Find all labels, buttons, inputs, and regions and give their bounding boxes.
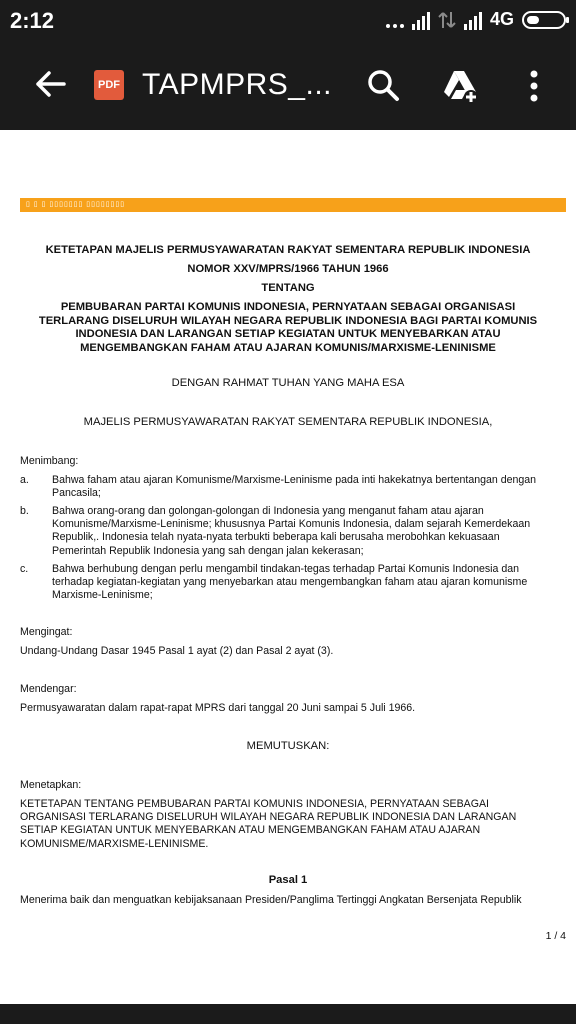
banner-text: ▯ ▯ ▯ ▯▯▯▯▯▯▯ ▯▯▯▯▯▯▯▯ (26, 201, 126, 208)
status-icons (386, 9, 566, 30)
heading-tentang: TENTANG (261, 282, 315, 294)
menetapkan-text: KETETAPAN TENTANG PEMBUBARAN PARTAI KOMUNIS INDONESIA, PERNYATAAN SEBAGAI ORGANISASI TERLARANG DISELURUH WILAYAH NEGARA REPUBLIK INDONESIA DAN LARANGAN SETIAP KEGIATAN UNTUK MENYEBARKAN ATAU MENGEMBANGKAN FAHAM ATAU AJARAN KOMUNISME/MARXISME-LENINISME. (20, 798, 517, 850)
status-bar (0, 0, 576, 40)
search-icon[interactable] (364, 66, 404, 106)
pdf-page[interactable] (0, 130, 576, 1004)
dots-icon (386, 10, 404, 30)
mendengar-text: Permusyawaratan dalam rapat-rapat MPRS dari tanggal 20 Juni sampai 5 Juli 1966. (20, 702, 416, 714)
page-indicator: 1 / 4 (545, 930, 566, 942)
list-item-letter: c. (20, 563, 29, 575)
back-arrow-icon[interactable] (30, 64, 70, 104)
pasal-1-title: Pasal 1 (268, 874, 308, 886)
pdf-file-icon (94, 70, 124, 100)
status-time: 2:12 (10, 8, 55, 33)
document-banner (20, 198, 566, 212)
more-vert-icon[interactable] (522, 66, 546, 106)
document-title: TAPMPRS_... (142, 68, 332, 101)
menetapkan-label: Menetapkan: (20, 779, 82, 791)
mengingat-label: Mengingat: (20, 626, 73, 638)
pasal-1-text: Menerima baik dan menguatkan kebijaksanaan Presiden/Panglima Tertinggi Angkatan Bersenjata Republik (20, 894, 522, 906)
menimbang-label: Menimbang: (20, 455, 79, 467)
list-item-text: Bahwa faham atau ajaran Komunisme/Marxisme-Leninisme pada inti hakekatnya bertentangan dengan Pancasila; (52, 474, 537, 500)
signal-icon (464, 10, 482, 30)
memutuskan-heading: MEMUTUSKAN: (246, 740, 330, 752)
list-item-text: Bahwa berhubung dengan perlu mengambil tindakan-tegas terhadap Partai Komunis Indonesia dan terhadap kegiatan-kegiatan yang menyebarkan atau mengembangkan faham atau ajaran komunisme Marxisme-Leninisme; (52, 563, 528, 602)
pdf-badge-label: PDF (98, 79, 120, 91)
list-item-letter: b. (20, 505, 29, 517)
list-item-text: Bahwa orang-orang dan golongan-golongan di Indonesia yang menganut faham atau ajaran Komunisme/Marxisme-Leninisme; khususnya Partai Komunis Indonesia, dalam sejarah Kemerdekaan Republik,. Indonesia telah nyata-nyata terbukti beberapa kali berusaha merobohkan kekuasaan Pemerintah Republik Indonesia yang sah dengan jalan kekerasan; (52, 505, 531, 557)
app-bar (0, 40, 576, 130)
line-majelis: MAJELIS PERMUSYAWARATAN RAKYAT SEMENTARA REPUBLIK INDONESIA, (83, 416, 493, 428)
google-drive-add-icon[interactable] (440, 66, 480, 106)
battery-icon (522, 11, 566, 29)
bottom-bar (0, 1004, 576, 1024)
line-rahmat: DENGAN RAHMAT TUHAN YANG MAHA ESA (171, 377, 405, 389)
signal-icon (412, 10, 430, 30)
heading-nomor: NOMOR XXV/MPRS/1966 TAHUN 1966 (187, 263, 389, 275)
heading-subject: PEMBUBARAN PARTAI KOMUNIS INDONESIA, PERNYATAAN SEBAGAI ORGANISASI TERLARANG DISELURUH WILAYAH NEGARA REPUBLIK INDONESIA BAGI PARTAI KOMUNIS INDONESIA DAN LARANGAN SETIAP KEGIATAN UNTUK MENYEBARKAN ATAU MENGEMBANGKAN FAHAM ATAU AJARAN KOMUNIS/MARXISME-LENINISME (38, 301, 538, 354)
list-item-letter: a. (20, 474, 29, 486)
network-type: 4G (489, 9, 514, 29)
heading-ketetapan: KETETAPAN MAJELIS PERMUSYAWARATAN RAKYAT SEMENTARA REPUBLIK INDONESIA (45, 244, 531, 256)
mendengar-label: Mendengar: (20, 683, 77, 695)
data-icon (438, 10, 456, 30)
mengingat-text: Undang-Undang Dasar 1945 Pasal 1 ayat (2) dan Pasal 2 ayat (3). (20, 645, 334, 657)
